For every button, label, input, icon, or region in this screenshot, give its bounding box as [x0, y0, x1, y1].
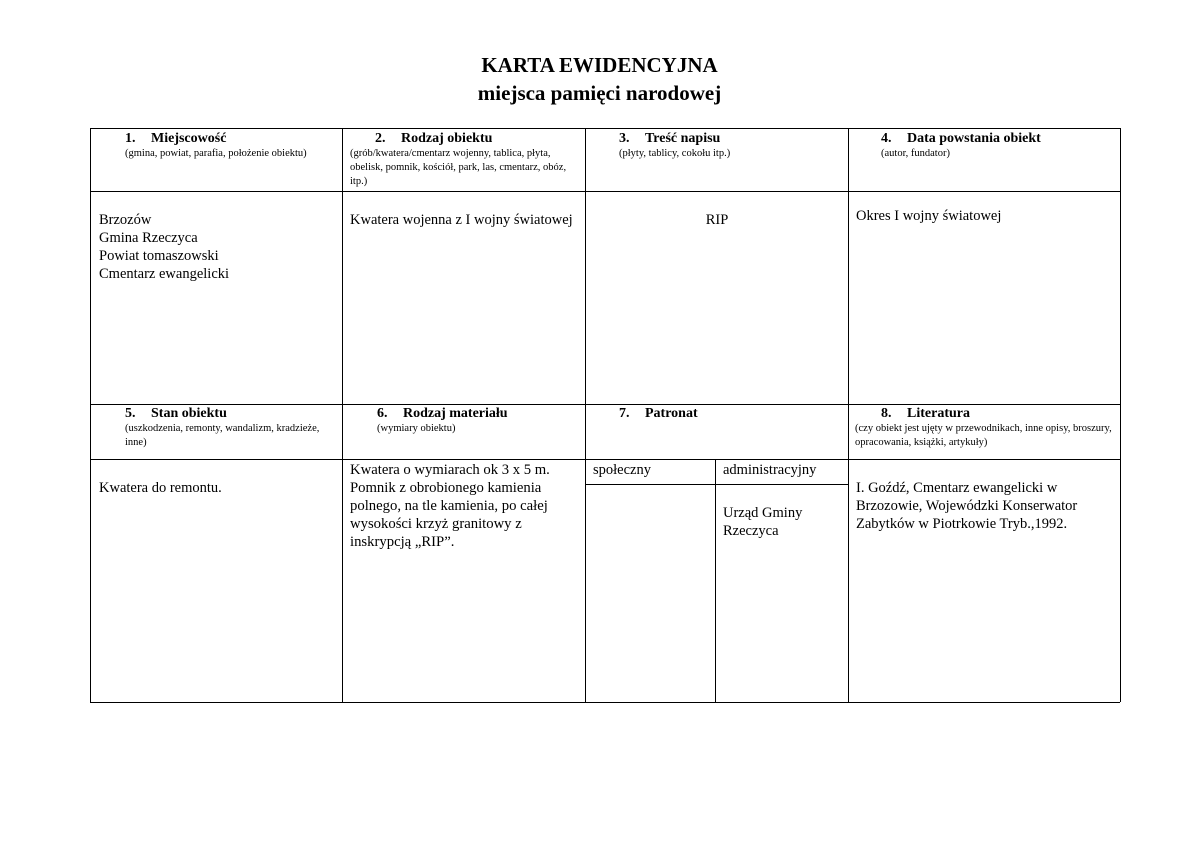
header-tresc-napisu: 3. Treść napisu (płyty, tablicy, cokołu itp.) — [619, 131, 841, 161]
value-miejscowosc: Brzozów Gmina Rzeczyca Powiat tomaszowski Cmentarz ewangelicki — [99, 212, 230, 282]
value-tresc-napisu: RIP — [705, 212, 729, 228]
header-hint: (uszkodzenia, remonty, wandalizm, kradzieże, inne) — [125, 423, 320, 448]
table-border-bottom — [90, 702, 1120, 703]
header-hint: (gmina, powiat, parafia, położenie obiektu) — [125, 148, 307, 159]
table-border-right — [1120, 128, 1121, 702]
header-label: Data powstania obiekt — [907, 131, 1041, 146]
header-rodzaj-materialu: 6. Rodzaj materiału (wymiary obiektu) — [377, 406, 581, 436]
value-rodzaj-obiektu: Kwatera wojenna z I wojny światowej — [350, 212, 573, 228]
header-label: Patronat — [645, 406, 698, 421]
table-rule — [848, 128, 849, 702]
header-label: Miejscowość — [151, 131, 227, 146]
document-subtitle: miejsca pamięci narodowej — [477, 81, 722, 105]
header-hint: (autor, fundator) — [881, 148, 950, 159]
value-data-powstania: Okres I wojny światowej — [856, 208, 1002, 224]
header-label: Rodzaj obiektu — [401, 131, 493, 146]
header-label: Rodzaj materiału — [403, 406, 508, 421]
header-label: Treść napisu — [645, 131, 721, 146]
patronat-administracyjny-label: administracyjny — [723, 462, 817, 478]
header-miejscowosc: 1. Miejscowość (gmina, powiat, parafia, położenie obiektu) — [125, 131, 337, 161]
header-data-powstania: 4. Data powstania obiekt (autor, fundator) — [881, 131, 1115, 161]
patronat-spoleczny-label: społeczny — [593, 462, 651, 478]
table-rule — [90, 404, 1120, 405]
value-patronat-administracyjny: Urząd Gminy Rzeczyca — [723, 505, 803, 539]
table-rule — [90, 191, 1120, 192]
value-stan-obiektu: Kwatera do remontu. — [99, 480, 222, 496]
header-rodzaj-obiektu: 2. Rodzaj obiektu (grób/kwatera/cmentarz wojenny, tablica, płyta, obelisk, pomnik, kościół, park, las, cmentarz, obóz, itp.) — [350, 131, 576, 189]
table-rule — [90, 459, 1120, 460]
patronat-divider — [715, 459, 716, 702]
header-patronat: 7. Patronat — [619, 406, 698, 421]
patronat-rule — [585, 484, 848, 485]
header-hint: (płyty, tablicy, cokołu itp.) — [619, 148, 731, 159]
table-border-left — [90, 128, 91, 702]
header-stan-obiektu: 5. Stan obiektu (uszkodzenia, remonty, wandalizm, kradzieże, inne) — [125, 406, 337, 450]
header-label: Literatura — [907, 406, 970, 421]
header-literatura: 8. Literatura (czy obiekt jest ujęty w przewodnikach, inne opisy, broszury, opracowania, książki, artykuły) — [855, 406, 1117, 450]
value-literatura: I. Goźdź, Cmentarz ewangelicki w Brzozowie, Wojewódzki Konserwator Zabytków w Piotrkowie Tryb.,1992. — [856, 480, 1078, 532]
table-rule — [342, 128, 343, 702]
header-label: Stan obiektu — [151, 406, 227, 421]
header-hint: (grób/kwatera/cmentarz wojenny, tablica, płyta, obelisk, pomnik, kościół, park, las, cmentarz, obóz, itp.) — [350, 148, 567, 187]
document-title: KARTA EWIDENCYJNA — [481, 53, 718, 77]
header-hint: (wymiary obiektu) — [377, 423, 456, 434]
header-hint: (czy obiekt jest ujęty w przewodnikach, inne opisy, broszury, opracowania, książki, artykuły) — [855, 423, 1112, 448]
value-rodzaj-materialu: Kwatera o wymiarach ok 3 x 5 m. Pomnik z obrobionego kamienia polnego, na tle kamienia, po całej wysokości krzyż granitowy z inskrypcją „RIP”. — [350, 462, 550, 550]
table-border-top — [90, 128, 1120, 129]
